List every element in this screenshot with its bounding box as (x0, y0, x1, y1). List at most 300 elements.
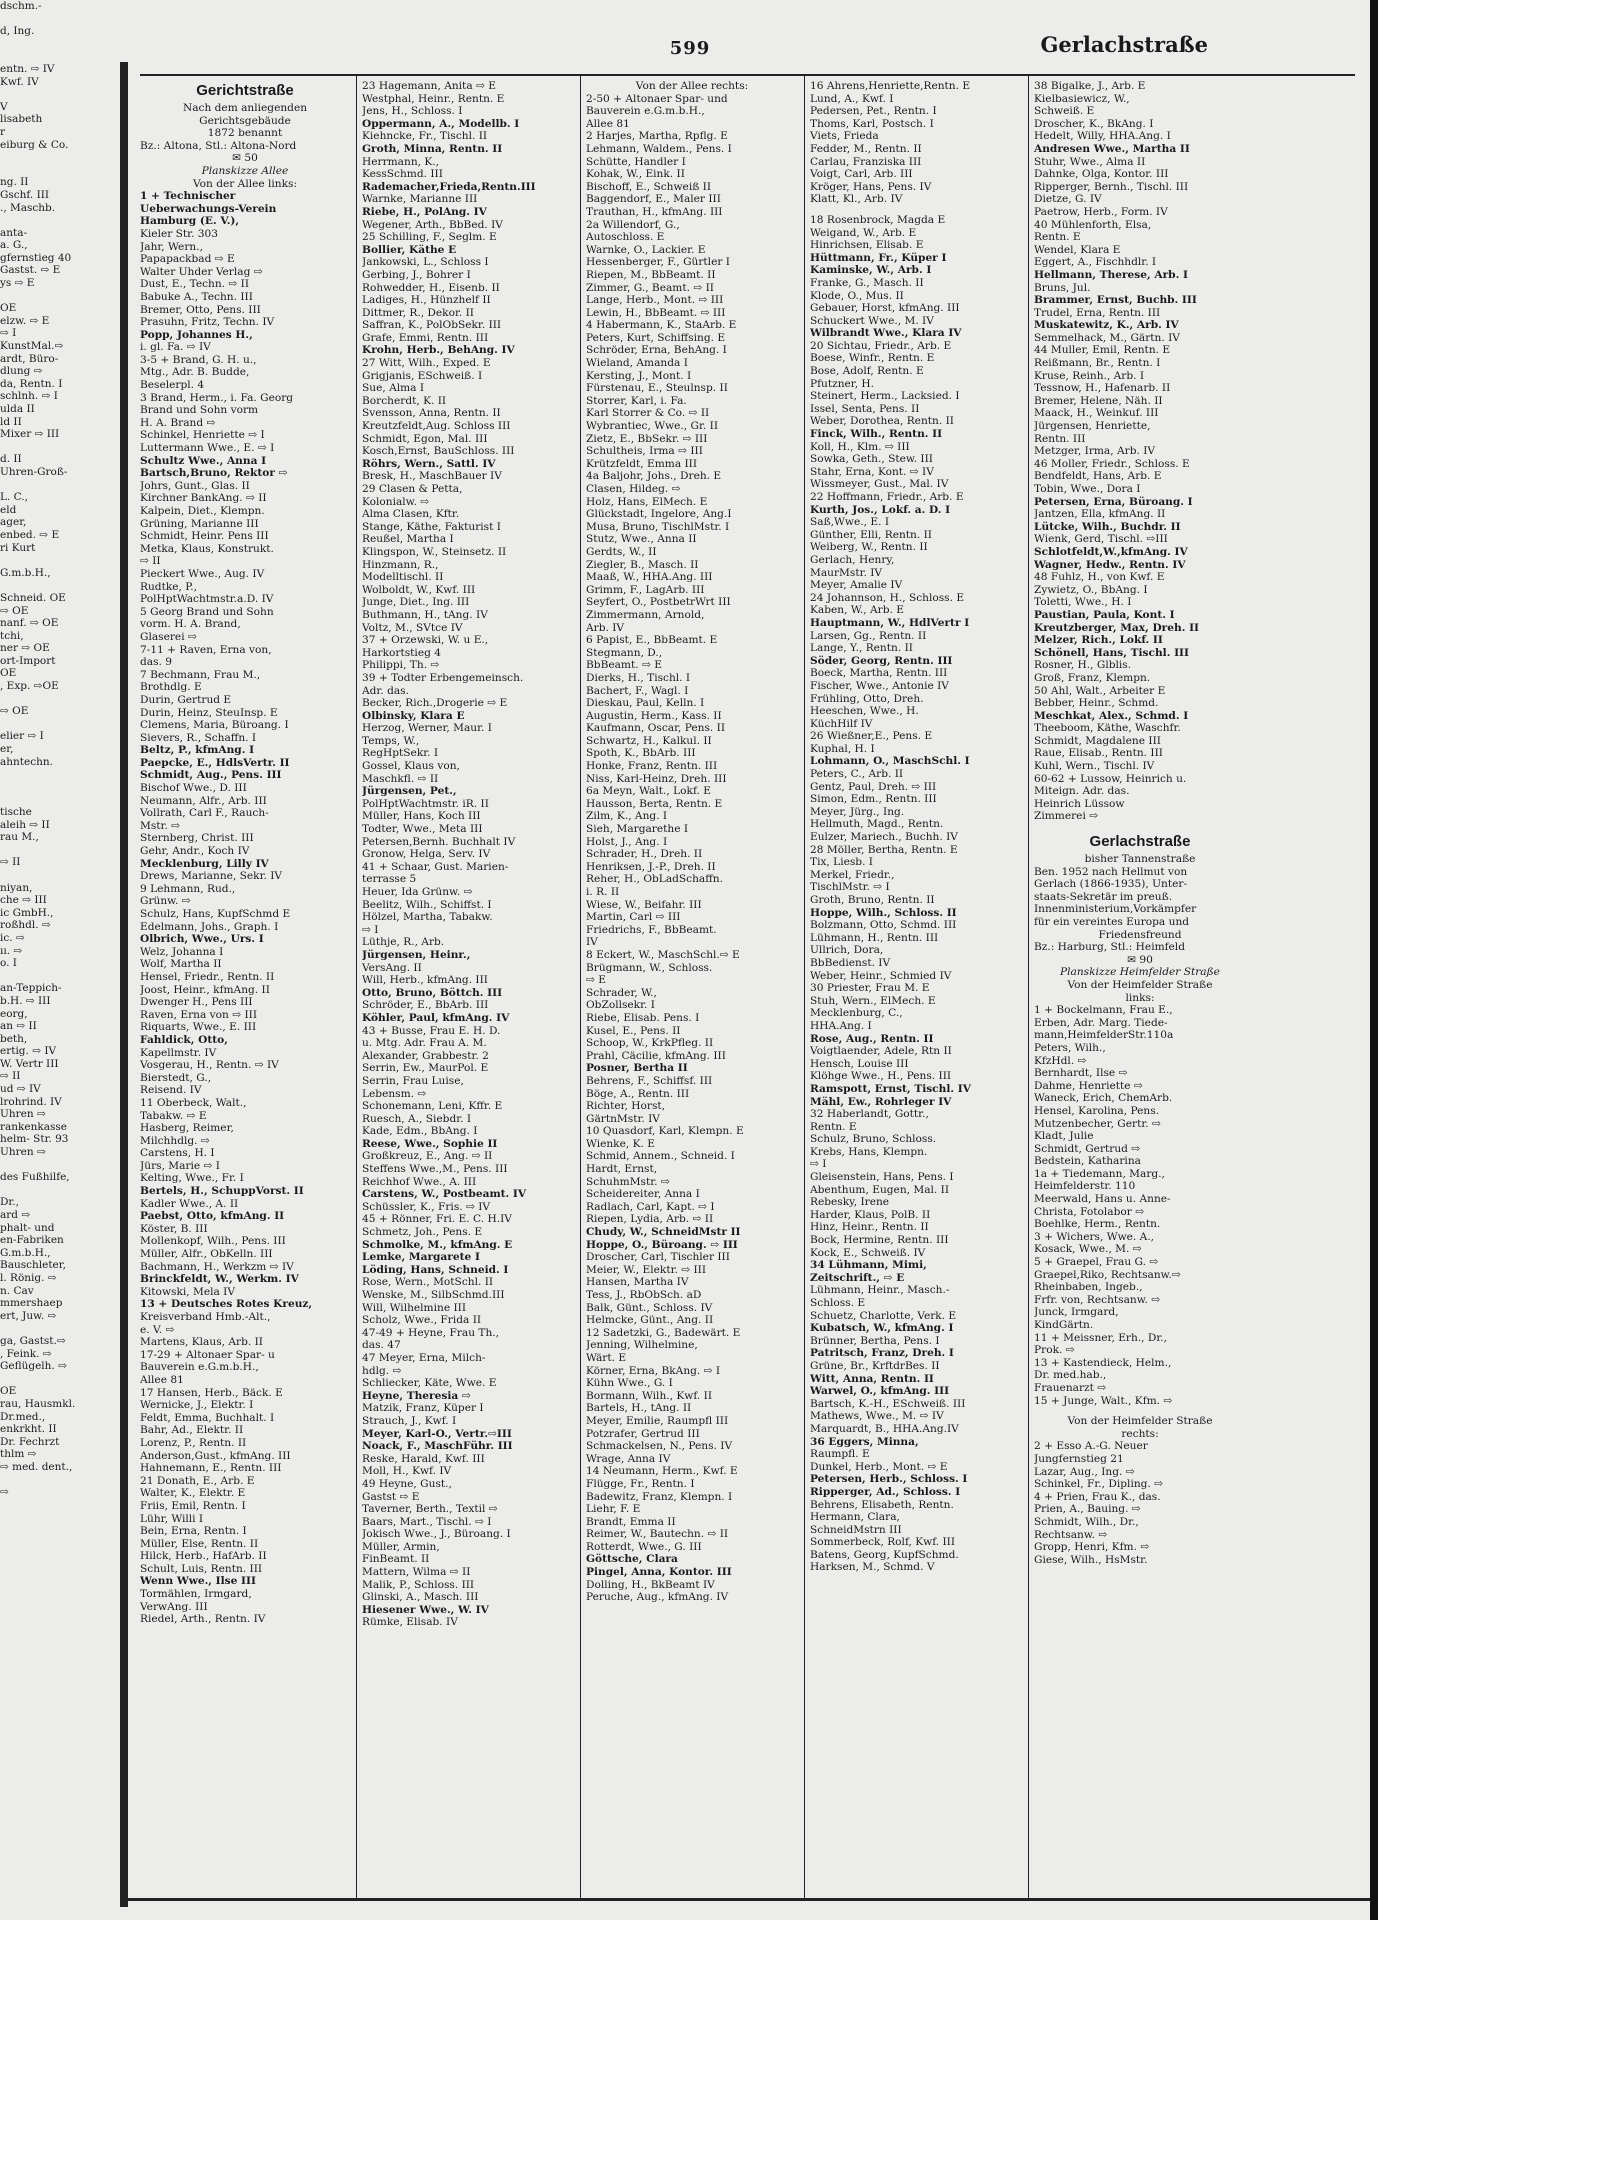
directory-entry: Rechtsanw. ⇨ (1034, 1528, 1108, 1541)
directory-entry: Merkel, Friedr., (810, 868, 895, 881)
directory-entry: Friis, Emil, Rentn. I (140, 1499, 246, 1512)
directory-entry: Saffran, K., PolObSekr. III (362, 319, 502, 332)
directory-entry: 22 Hoffmann, Friedr., Arb. E (810, 491, 964, 503)
directory-entry: Wienk, Gerd, Tischl. ⇨III (1034, 533, 1168, 546)
directory-entry: Ramspott, Ernst, Tischl. IV (810, 1082, 971, 1095)
directory-entry: Brammer, Ernst, Buchb. III (1034, 294, 1197, 307)
directory-entry: Matzik, Franz, Küper I (362, 1402, 484, 1415)
directory-entry: Röhrs, Wern., Sattl. IV (362, 457, 496, 470)
directory-entry: Sternberg, Christ. III (140, 832, 254, 845)
directory-entry: 45 + Rönner, Fri. E. C. H.IV (362, 1213, 512, 1226)
directory-entry: Kirchner BankAng. ⇨ II (140, 492, 267, 505)
directory-entry: Steinert, Herm., Lacksied. I (810, 390, 960, 403)
directory-entry: Mecklenburg, Lilly IV (140, 857, 269, 870)
edge-fragment-line: G.m.b.H., (0, 566, 51, 579)
edge-fragment-line (0, 1473, 120, 1486)
edge-fragment-line: rau, Hausmkl. (0, 1397, 76, 1410)
directory-entry: Reichhof Wwe., A. III (362, 1175, 477, 1188)
edge-fragment-line: eiburg & Co. (0, 138, 69, 151)
directory-entry: ObZollsekr. I (586, 999, 655, 1012)
directory-entry: Temps, W., (362, 734, 420, 747)
directory-entry: Bartsch, K.-H., ESchweiß. III (810, 1397, 966, 1410)
directory-entry: 48 Fuhlz, H., von Kwf. E (1034, 571, 1165, 584)
directory-entry: Hüttmann, Fr., Küper I (810, 251, 947, 264)
directory-entry: Ripperger, Bernh., Tischl. III (1034, 180, 1189, 193)
column-divider (580, 76, 581, 1898)
directory-entry: Sieh, Margarethe I (586, 823, 689, 836)
directory-entry: Schmidt, Heinr. Pens III (140, 530, 269, 543)
edge-fragment-line: elier ⇨ I (0, 730, 44, 743)
directory-entry: Hauptmann, W., HdlVertr I (810, 616, 970, 629)
directory-entry: Von der Allee rechts: (635, 80, 749, 92)
directory-entry: Kreutzfeldt,Aug. Schloss III (362, 420, 511, 433)
directory-entry: Peters, C., Arb. II (810, 768, 904, 781)
directory-entry: Warwel, O., kfmAng. III (810, 1385, 950, 1398)
directory-entry: Lange, Herb., Mont. ⇨ III (586, 294, 724, 307)
directory-entry: Zimmermann, Arnold, (586, 608, 705, 621)
directory-entry: Brothdlg. E (140, 681, 202, 694)
directory-entry: Metka, Klaus, Konstrukt. (140, 542, 274, 555)
directory-entry: Schmidt, Aug., Pens. III (140, 769, 282, 782)
edge-fragment-line: rau M., (0, 831, 39, 844)
directory-entry: Holz, Hans, ElMech. E (586, 495, 708, 508)
directory-entry: Adr. das. (362, 684, 409, 697)
directory-entry: 8 Eckert, W., MaschSchl.⇨ E (586, 948, 740, 961)
directory-entry: Alexander, Grabbestr. 2 (362, 1049, 489, 1062)
directory-entry: links: (1125, 991, 1155, 1004)
directory-entry: Kaminske, W., Arb. I (810, 264, 932, 277)
directory-entry: Bz.: Harburg, Stl.: Heimfeld (1034, 941, 1185, 954)
directory-entry: 44 Muller, Emil, Rentn. E (1034, 344, 1171, 357)
directory-entry: Dust, E., Techn. ⇨ II (140, 278, 250, 291)
directory-entry: Bz.: Altona, Stl.: Altona-Nord (140, 139, 297, 152)
edge-fragment-line (0, 768, 120, 781)
directory-entry: Semmelhack, M., Gärtn. IV (1034, 331, 1180, 344)
directory-entry: Gleisenstein, Hans, Pens. I (810, 1171, 954, 1184)
directory-entry (1034, 823, 1246, 831)
directory-entry: ✉ 50 (232, 152, 258, 165)
directory-entry: 43 + Busse, Frau E. H. D. (362, 1024, 501, 1037)
directory-entry: Simon, Edm., Rentn. III (810, 793, 937, 806)
directory-entry: Hinz, Heinr., Rentn. II (810, 1221, 929, 1234)
edge-fragment-line: V (0, 100, 8, 113)
directory-entry: Spoth, K., BbArb. III (586, 747, 696, 760)
directory-entry: Zimmer, G., Beamt. ⇨ II (586, 281, 714, 294)
edge-fragment-line (0, 50, 120, 63)
edge-fragment-line: ic. ⇨ (0, 931, 25, 944)
edge-fragment-line (0, 88, 120, 101)
directory-entry: Will, Herb., kfmAng. III (362, 974, 488, 987)
directory-entry: Junck, Irmgard, (1034, 1306, 1119, 1319)
street-heading: Gerichtstraße (196, 82, 294, 99)
directory-entry: KfzHdl. ⇨ (1034, 1054, 1087, 1067)
edge-fragment-line: dlung ⇨ (0, 365, 43, 378)
edge-fragment-line (0, 869, 120, 882)
directory-entry: Martin, Carl ⇨ III (586, 911, 681, 924)
directory-entry: Rümke, Elisab. IV (362, 1616, 458, 1629)
directory-entry: Bertels, H., SchuppVorst. II (140, 1185, 304, 1198)
directory-entry: Kusel, E., Pens. II (586, 1024, 681, 1037)
directory-entry: Wernicke, J., Elektr. I (140, 1399, 254, 1412)
directory-entry: Von der Allee links: (192, 177, 298, 190)
edge-fragment-line: OE (0, 1385, 17, 1398)
directory-entry: e. V. ⇨ (140, 1323, 175, 1336)
directory-entry: Wybrantiec, Wwe., Gr. II (586, 420, 719, 433)
directory-entry: 18 Rosenbrock, Magda E (810, 213, 946, 226)
directory-entry: Patritsch, Franz, Dreh. I (810, 1347, 954, 1360)
directory-entry: Dwenger H., Pens III (140, 996, 253, 1009)
directory-entry: Maack, H., Weinkuf. III (1034, 407, 1159, 420)
edge-fragment-line: gfernstieg 40 (0, 251, 72, 264)
directory-entry: Moll, H., Kwf. IV (362, 1465, 452, 1478)
directory-entry: Peruche, Aug., kfmAng. IV (586, 1591, 729, 1604)
directory-entry: Kitowski, Mela IV (140, 1285, 236, 1298)
directory-entry: Droscher, Carl, Tischler III (586, 1251, 730, 1264)
directory-entry: 5 Georg Brand und Sohn (140, 605, 274, 618)
directory-entry: Strauch, J., Kwf. I (362, 1414, 457, 1427)
directory-entry: Bremer, Helene, Näh. II (1034, 394, 1163, 407)
edge-fragment-line (0, 479, 120, 492)
directory-entry: Grimm, F., LagArb. III (586, 583, 705, 596)
edge-fragment-line: Mixer ⇨ III (0, 428, 60, 441)
directory-entry: Pingel, Anna, Kontor. III (586, 1566, 732, 1579)
edge-fragment-line: n. Cav (0, 1284, 34, 1297)
edge-fragment-line (0, 554, 120, 567)
directory-entry: Riepen, Lydia, Arb. ⇨ II (586, 1213, 714, 1226)
directory-entry: Rademacher,Frieda,Rentn.III (362, 180, 536, 193)
directory-entry: Lemke, Margarete I (362, 1251, 480, 1264)
directory-entry: Wolf, Martha II (140, 958, 222, 971)
column-divider (356, 76, 357, 1898)
directory-entry: Schrader, W., (586, 986, 657, 999)
directory-entry: Meier, W., Elektr. ⇨ III (586, 1263, 707, 1276)
directory-entry: Grüne, Br., KrftdrBes. II (810, 1359, 940, 1372)
edge-fragment-line: eorg, (0, 1007, 28, 1020)
directory-entry: Brand und Sohn vorm (140, 404, 259, 417)
directory-entry: Schulz, Bruno, Schloss. (810, 1133, 937, 1146)
directory-entry: BbBeamt. ⇨ E (586, 659, 662, 672)
directory-entry: Trudel, Erna, Rentn. III (1034, 306, 1161, 319)
directory-entry: Dahnke, Olga, Kontor. III (1034, 168, 1169, 181)
directory-entry: Pieckert Wwe., Aug. IV (140, 567, 265, 580)
directory-entry: HHA.Ang. I (810, 1019, 872, 1032)
directory-entry: Kruse, Reinh., Arb. I (1034, 369, 1145, 382)
edge-fragment-line (0, 793, 120, 806)
directory-entry: Tabakw. ⇨ E (140, 1109, 207, 1122)
header-rule (140, 74, 1355, 76)
directory-entry: KessSchmd. III (362, 168, 443, 181)
edge-fragment-line: ner ⇨ OE (0, 642, 50, 655)
edge-fragment-line: mmershaep (0, 1297, 63, 1310)
directory-entry: Warnke, Marianne III (362, 193, 478, 206)
directory-entry: Schönell, Hans, Tischl. III (1034, 646, 1189, 659)
directory-entry: ⇨ E (586, 974, 606, 987)
directory-entry: Tobin, Wwe., Dora I (1034, 483, 1141, 495)
directory-entry: Kuphal, H. I (810, 742, 875, 755)
directory-entry: 26 Wießner,E., Pens. E (810, 730, 933, 743)
directory-entry: 11 + Meissner, Erh., Dr., (1034, 1331, 1168, 1344)
directory-entry: Schuetz, Charlotte, Verk. E (810, 1309, 957, 1322)
column-5 (1034, 80, 1246, 1900)
directory-entry: hdlg. ⇨ (362, 1364, 402, 1377)
directory-entry: Melzer, Rich., Lokf. II (1034, 634, 1163, 647)
directory-entry: Jenning, Wilhelmine, (586, 1339, 698, 1352)
directory-entry: Ullrich, Dora, (810, 944, 884, 957)
edge-fragment-line: Geflügelh. ⇨ (0, 1360, 67, 1373)
directory-entry: Hausson, Berta, Rentn. E (586, 797, 723, 810)
edge-fragment-line: d, Ing. (0, 25, 35, 38)
edge-fragment-line: ertig. ⇨ IV (0, 1045, 57, 1058)
directory-entry: Sowka, Geth., Stew. III (810, 453, 933, 466)
directory-entry: 12 Sadetzki, G., Badewärt. E (586, 1326, 741, 1339)
directory-entry: Innenministerium,Vorkämpfer (1034, 903, 1197, 916)
directory-entry: Kade, Edm., BbAng. I (362, 1125, 478, 1138)
directory-entry: Richter, Horst, (586, 1100, 666, 1113)
directory-entry: Helmcke, Günt., Ang. II (586, 1314, 714, 1327)
directory-entry: 16 Ahrens,Henriette,Rentn. E (810, 80, 971, 92)
directory-entry: Jürs, Marie ⇨ I (140, 1159, 220, 1172)
directory-entry: VersAng. II (362, 961, 422, 974)
directory-entry: PolHptWachtmstr. iR. II (362, 797, 489, 810)
directory-entry: Jürgensen, Henriette, (1034, 420, 1151, 433)
directory-entry: 38 Bigalke, J., Arb. E (1034, 80, 1146, 92)
directory-entry: Gropp, Henri, Kfm. ⇨ (1034, 1541, 1150, 1554)
directory-entry: Boehlke, Herm., Rentn. (1034, 1218, 1161, 1231)
directory-entry: SchuhmMstr. ⇨ (586, 1175, 670, 1188)
directory-entry: Beselerpl. 4 (140, 379, 205, 392)
directory-entry: Boeck, Martha, Rentn. III (810, 667, 948, 680)
directory-entry: Kreisverband Hmb.-Alt., (140, 1311, 271, 1323)
directory-entry: Meyer, Amalie IV (810, 579, 903, 592)
edge-fragment-line: ert, Juw. ⇨ (0, 1309, 57, 1322)
directory-entry: Meschkat, Alex., Schmd. I (1034, 709, 1189, 722)
directory-entry: Rudtke, P., (140, 580, 197, 593)
directory-entry: 60-62 + Lussow, Heinrich u. (1034, 772, 1187, 785)
directory-entry: PolHptWachtmstr.a.D. IV (140, 593, 274, 606)
edge-fragment-line: beth, (0, 1032, 28, 1045)
directory-entry: Kiehncke, Fr., Tischl. II (362, 130, 488, 143)
directory-entry: Bartels, H., tAng. II (586, 1402, 692, 1415)
edge-fragment-line (0, 844, 120, 857)
directory-entry: Klode, O., Mus. II (810, 289, 904, 302)
directory-entry: Grünw. ⇨ (140, 895, 191, 908)
directory-entry: Serrin, Ew., MaurPol. E (362, 1062, 489, 1075)
directory-entry: Schliecker, Käte, Wwe. E (362, 1377, 497, 1390)
directory-entry: Hiesener Wwe., W. IV (362, 1603, 489, 1616)
directory-entry: Lütcke, Wilh., Buchdr. II (1034, 520, 1181, 533)
street-heading: Gerlachstraße (1089, 833, 1191, 851)
edge-fragment-line (0, 151, 120, 164)
directory-entry: Kapellmstr. IV (140, 1046, 217, 1059)
directory-entry: Waneck, Erich, ChemArb. (1034, 1092, 1173, 1105)
directory-entry: Mathews, Wwe., M. ⇨ IV (810, 1410, 944, 1423)
edge-fragment-line: ga, Gastst.⇨ (0, 1334, 66, 1347)
directory-entry: Sue, Alma I (362, 382, 425, 395)
directory-entry: Vollrath, Carl F., Rauch- (140, 807, 269, 820)
directory-entry: 29 Clasen & Petta, (362, 483, 463, 495)
directory-entry: 39 + Todter Erbengemeinsch. (362, 671, 524, 684)
directory-entry: Bormann, Wilh., Kwf. II (586, 1389, 713, 1402)
directory-entry: Becker, Rich.,Drogerie ⇨ E (362, 697, 508, 710)
directory-entry: Martens, Klaus, Arb. II (140, 1336, 263, 1349)
directory-entry: Ben. 1952 nach Hellmut von (1034, 865, 1188, 878)
directory-entry: KüchHilf IV (810, 717, 873, 730)
directory-entry: Eggert, A., Fischhdlr. I (1034, 256, 1157, 269)
directory-entry: Weiberg, W., Rentn. II (810, 541, 928, 554)
directory-entry: 14 Neumann, Herm., Kwf. E (586, 1465, 738, 1478)
directory-entry: Meyer, Karl-O., Vertr.⇨III (362, 1427, 512, 1440)
directory-entry: Brünner, Bertha, Pens. I (810, 1334, 940, 1347)
directory-entry: Brinckfeldt, W., Werkm. IV (140, 1273, 299, 1286)
directory-entry: Gehr, Andr., Koch IV (140, 845, 250, 858)
edge-fragment-line: Kwf. IV (0, 75, 39, 88)
directory-entry: 32 Haberlandt, Gottr., (810, 1108, 929, 1121)
directory-entry: i. R. II (586, 886, 620, 898)
directory-entry: Lorenz, P., Rentn. II (140, 1436, 247, 1449)
directory-entry: Hilck, Herb., HafArb. II (140, 1550, 267, 1563)
directory-entry: Edelmann, Johs., Graph. I (140, 920, 279, 933)
directory-entry: Jungfernstieg 21 (1034, 1452, 1124, 1465)
column-3 (586, 80, 798, 1900)
directory-entry: Reußel, Martha I (362, 533, 454, 546)
directory-entry: Seyfert, O., PostbetrWrt III (586, 596, 731, 609)
directory-entry: BbBedienst. IV (810, 956, 891, 969)
directory-entry: Niss, Karl-Heinz, Dreh. III (586, 772, 727, 785)
directory-entry: IV (586, 936, 598, 949)
directory-entry: Kuhl, Wern., Tischl. IV (1034, 760, 1155, 773)
column-1 (140, 80, 350, 1900)
directory-entry: 7 Bechmann, Frau M., (140, 668, 261, 681)
directory-entry: Dittmer, R., Dekor. II (362, 306, 474, 319)
directory-entry: Taverner, Berth., Textil ⇨ (362, 1503, 498, 1516)
directory-entry: Grüning, Marianne III (140, 517, 259, 530)
directory-entry: Meerwald, Hans u. Anne- (1034, 1193, 1171, 1206)
directory-entry: Kubatsch, W., kfmAng. I (810, 1322, 954, 1335)
edge-fragment-line: , Feink. ⇨ (0, 1347, 52, 1360)
directory-entry (1034, 1407, 1246, 1415)
directory-entry: ⇨ I (810, 1158, 827, 1171)
directory-entry: Dierks, H., Tischl. I (586, 671, 691, 684)
directory-entry: Muskatewitz, K., Arb. IV (1034, 319, 1179, 332)
directory-entry: Dunkel, Herb., Mont. ⇨ E (810, 1460, 948, 1473)
inner-margin-rule (120, 62, 128, 1907)
directory-entry: Schuckert Wwe., M. IV (810, 314, 934, 327)
directory-entry: Kosack, Wwe., M. ⇨ (1034, 1243, 1142, 1256)
directory-entry: Lange, Y., Rentn. II (810, 642, 913, 655)
directory-entry: Frühling, Otto, Dreh. (810, 692, 924, 705)
directory-entry: Durin, Gertrud E (140, 693, 232, 706)
directory-entry: Behrens, Elisabeth, Rentn. (810, 1498, 954, 1511)
directory-entry: Stuhr, Wwe., Alma II (1034, 155, 1146, 168)
directory-entry: Warnke, O., Lackier. E (586, 243, 706, 256)
directory-entry: Kröger, Hans, Pens. IV (810, 180, 932, 193)
directory-entry: Posner, Bertha II (586, 1062, 688, 1075)
directory-entry: Mtg., Adr. B. Budde, (140, 366, 250, 379)
edge-fragment-line (0, 214, 120, 227)
directory-entry: Clemens, Maria, Büroang. I (140, 719, 289, 732)
directory-entry: Kosch,Ernst, BauSchloss. III (362, 445, 515, 458)
directory-entry: Krohn, Herb., BehAng. IV (362, 344, 515, 357)
column-divider (804, 76, 805, 1898)
directory-entry: Issel, Senta, Pens. II (810, 402, 920, 415)
directory-entry: Sievers, R., Schaffn. I (140, 731, 257, 744)
directory-entry: Henriksen, J.-P., Dreh. II (586, 860, 716, 873)
directory-entry: Lühr, Willi I (140, 1512, 204, 1525)
directory-entry: Dahme, Henriette ⇨ (1034, 1079, 1143, 1092)
directory-entry: Bebber, Heinr., Schmd. (1034, 697, 1159, 710)
directory-entry: Modelltischl. II (362, 571, 444, 584)
edge-fragment-line (0, 1373, 120, 1386)
directory-entry: terrasse 5 (362, 873, 417, 886)
directory-entry: Finck, Wilh., Rentn. II (810, 428, 943, 441)
directory-entry: Johrs, Gunt., Glas. II (140, 479, 250, 492)
directory-entry: Wenn Wwe., Ilse III (140, 1575, 256, 1588)
directory-entry: Kersting, J., Mont. I (586, 369, 692, 382)
directory-entry: staats-Sekretär im preuß. (1034, 890, 1173, 903)
left-page-edge-fragments (0, 0, 120, 1920)
directory-entry: Raumpfl. E (810, 1448, 870, 1461)
edge-fragment-line: eld (0, 503, 17, 516)
edge-fragment-line: ., Maschb. (0, 201, 56, 214)
directory-entry: Mutzenbecher, Gertr. ⇨ (1034, 1117, 1161, 1130)
directory-entry: Carstens, W., Postbeamt. IV (362, 1188, 527, 1201)
directory-entry: Fahldick, Otto, (140, 1033, 228, 1046)
directory-entry: Reese, Wwe., Sophie II (362, 1137, 498, 1150)
directory-entry: Hensch, Louise III (810, 1057, 909, 1070)
directory-entry: Milchhdlg. ⇨ (140, 1134, 210, 1147)
directory-entry: Neumann, Alfr., Arb. III (140, 794, 267, 807)
edge-fragment-line: phalt- und (0, 1221, 55, 1234)
edge-fragment-line: elzw. ⇨ E (0, 314, 50, 327)
directory-entry: Paustian, Paula, Kont. I (1034, 608, 1175, 621)
directory-entry: Vosgerau, H., Rentn. ⇨ IV (140, 1059, 279, 1072)
directory-entry: Todter, Wwe., Meta III (362, 823, 483, 836)
directory-entry: 7-11 + Raven, Erna von, (140, 643, 272, 656)
directory-entry: Jürgensen, Pet., (362, 785, 457, 798)
directory-entry: Will, Wilhelmine III (362, 1301, 467, 1314)
directory-entry: Lehmann, Waldem., Pens. I (586, 142, 732, 155)
directory-entry: Tormählen, Irmgard, (140, 1588, 252, 1601)
directory-entry: Wrage, Anna IV (586, 1452, 671, 1465)
directory-entry: Christa, Fotolabor ⇨ (1034, 1205, 1145, 1218)
directory-entry: mann,HeimfelderStr.110a (1034, 1029, 1174, 1042)
directory-entry: Harder, Klaus, PolB. II (810, 1208, 931, 1221)
directory-entry: Jokisch Wwe., J., Büroang. I (362, 1528, 511, 1541)
directory-entry: Badewitz, Franz, Klempn. I (586, 1490, 733, 1503)
directory-entry: Glückstadt, Ingelore, Ang.I (586, 508, 732, 521)
edge-fragment-line: ic GmbH., (0, 906, 54, 919)
directory-entry: Rebesky, Irene (810, 1196, 890, 1209)
directory-entry: Mattern, Wilma ⇨ II (362, 1566, 471, 1579)
directory-entry: Friedrichs, F., BbBeamt. (586, 923, 717, 936)
directory-entry: 5 + Graepel, Frau G. ⇨ (1034, 1256, 1159, 1269)
directory-entry: Ladiges, H., Hünzhelf II (362, 294, 491, 307)
directory-entry: Wilbrandt Wwe., Klara IV (810, 327, 962, 340)
directory-entry: Graepel,Riko, Rechtsanw.⇨ (1034, 1268, 1181, 1281)
directory-entry: Klingspon, W., Steinsetz. II (362, 545, 507, 558)
directory-entry: Papapackbad ⇨ E (140, 253, 235, 266)
directory-entry: Hellmuth, Magd., Rentn. (810, 818, 944, 831)
directory-entry: Boese, Winfr., Rentn. E (810, 352, 935, 365)
directory-entry: das. 9 (140, 656, 173, 669)
directory-entry: Toletti, Wwe., H. I (1034, 596, 1132, 609)
directory-entry: 41 + Schaar, Gust. Marien- (362, 860, 509, 873)
directory-entry: Peters, Wilh., (1034, 1041, 1106, 1054)
directory-entry: Lebensm. ⇨ (362, 1087, 427, 1100)
directory-entry: Gentz, Paul, Dreh. ⇨ III (810, 780, 937, 793)
directory-entry: Stegmann, D., (586, 646, 663, 659)
directory-entry: Gerlach, Henry, (810, 553, 895, 566)
